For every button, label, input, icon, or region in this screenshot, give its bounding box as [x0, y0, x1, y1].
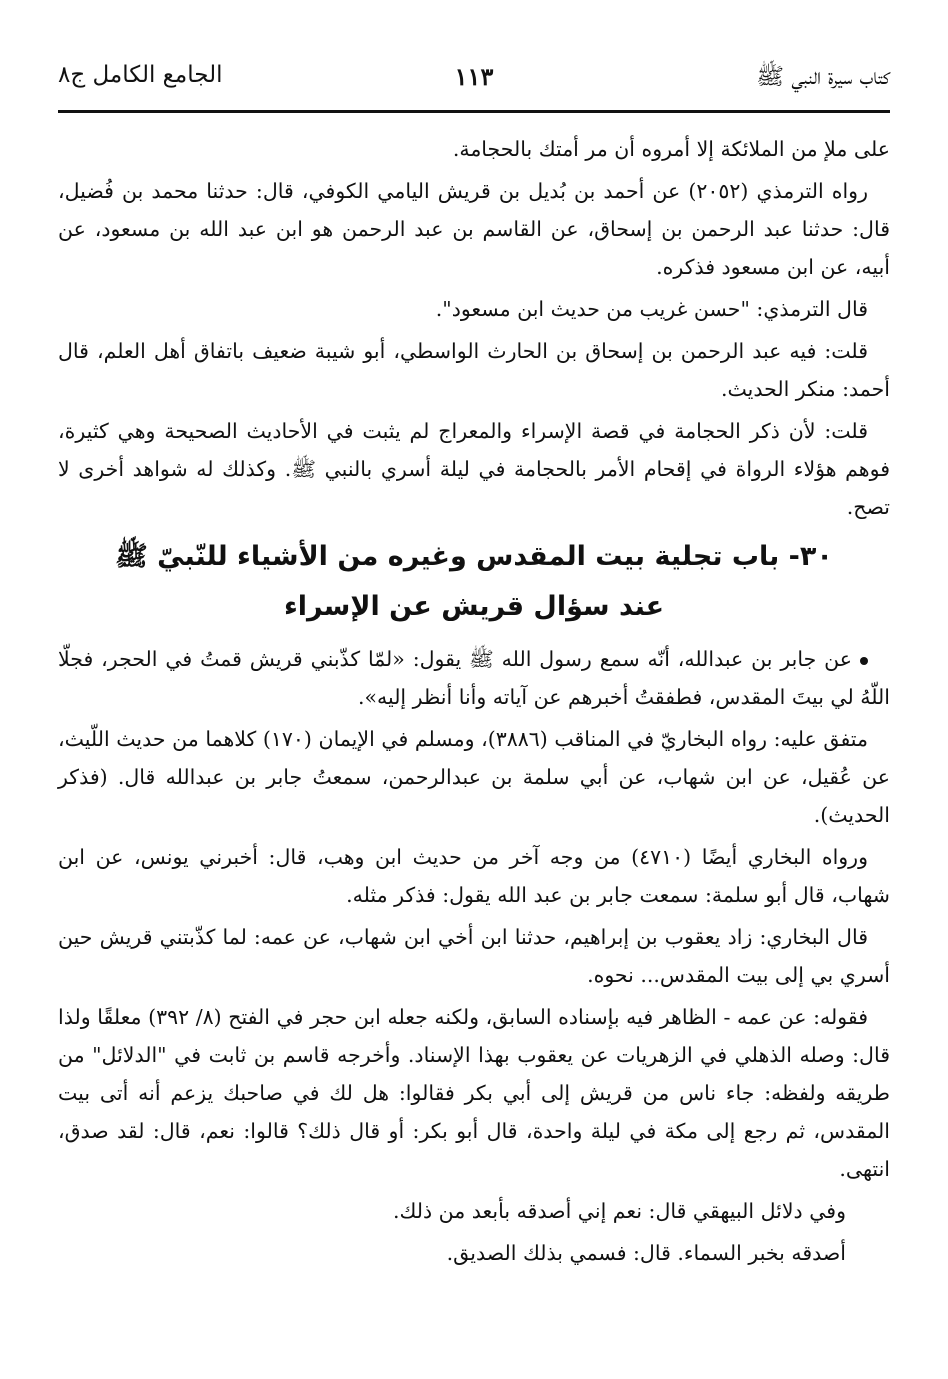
indented-block: [58, 1192, 890, 1272]
paragraph: أصدقه بخبر السماء. قال: فسمي بذلك الصديق.: [446, 1241, 846, 1265]
paragraph: قلت: فيه عبد الرحمن بن إسحاق بن الحارث الواسطي، أبو شيبة ضعيف باتفاق أهل العلم، قال أحمد: منكر الحديث.: [58, 339, 890, 401]
bullet-icon: [860, 657, 868, 665]
header-page-number: ١١٣: [454, 62, 494, 91]
paragraph: قال البخاري: زاد يعقوب بن إبراهيم، حدثنا ابن أخي ابن شهاب، عن عمه: لما كذّبتني قريش حين أسري بي إلى بيت المقدس... نحوه.: [58, 925, 890, 987]
hadith-paragraph: [58, 640, 890, 716]
header-volume: الجامع الكامل ج٨: [58, 62, 223, 88]
chapter-title-line-2: عند سؤال قريش عن الإسراء: [283, 591, 665, 622]
chapter-heading: [58, 532, 890, 632]
header-rule: [58, 110, 890, 113]
header-book-section: كتاب سيرة النبي ﷺ: [756, 64, 890, 90]
paragraph: فقوله: عن عمه - الظاهر فيه بإسناده السابق، ولكنه جعله ابن حجر في الفتح (٨/ ٣٩٢) معلقًا ولذا قال: وصله الذهلي في الزهريات عن يعقوب بهذا الإسناد. وأخرجه قاسم بن ثابت في "الدلائل" من طريقه ولفظه: جاء ناس من قريش إلى أبي بكر فقالوا: هل لك في صاحبك يزعم أنه أتى بيت المقدس، ثم رجع إلى مكة في ليلة واحدة، قال أبو بكر: أو قال ذلك؟ قالوا: نعم، قال: لقد صدق، انتهى.: [58, 1005, 890, 1181]
running-header: [58, 62, 890, 102]
paragraph: وفي دلائل البيهقي قال: نعم إني أصدقه بأبعد من ذلك.: [393, 1199, 846, 1223]
paragraph: ورواه البخاري أيضًا (٤٧١٠) من وجه آخر من حديث ابن وهب، قال: أخبرني يونس، عن ابن شهاب، قال أبو سلمة: سمعت جابر بن عبد الله يقول: فذكر مثله.: [58, 845, 890, 907]
paragraph: قال الترمذي: "حسن غريب من حديث ابن مسعود".: [435, 297, 868, 321]
paragraph: متفق عليه: رواه البخاريّ في المناقب (٣٨٨٦)، ومسلم في الإيمان (١٧٠) كلاهما من حديث اللّيث، عن عُقيل، عن ابن شهاب، عن أبي سلمة بن عبدالرحمن، سمعتُ جابر بن عبدالله قال. (فذكر الحديث).: [58, 727, 890, 827]
paragraph: على ملإ من الملائكة إلا أمروه أن مر أمتك بالحجامة.: [452, 137, 890, 161]
page-body: [58, 130, 890, 1276]
paragraph: قلت: لأن ذكر الحجامة في قصة الإسراء والمعراج لم يثبت في الأحاديث الصحيحة وهي كثيرة، فوهم هؤلاء الرواة في إقحام الأمر بالحجامة في ليلة أسري بالنبي ﷺ. وكذلك له شواهد أخرى لا تصح.: [58, 419, 890, 519]
chapter-title-line-1: ٣٠- باب تجلية بيت المقدس وغيره من الأشياء للنّبيّ ﷺ: [115, 541, 833, 572]
paragraph: رواه الترمذي (٢٠٥٢) عن أحمد بن بُديل بن قريش اليامي الكوفي، قال: حدثنا محمد بن فُضيل، قال: حدثنا عبد الرحمن بن إسحاق، عن القاسم بن عبد الرحمن هو ابن عبد الله بن مسعود، عن أبيه، عن ابن مسعود فذكره.: [58, 179, 890, 279]
hadith-text: عن جابر بن عبدالله، أنّه سمع رسول الله ﷺ يقول: «لمّا كذّبني قريش قمتُ في الحجر، فجلّا اللّهُ لي بيتَ المقدس، فطفقتُ أخبرهم عن آياته وأنا أنظر إليه».: [58, 647, 890, 709]
